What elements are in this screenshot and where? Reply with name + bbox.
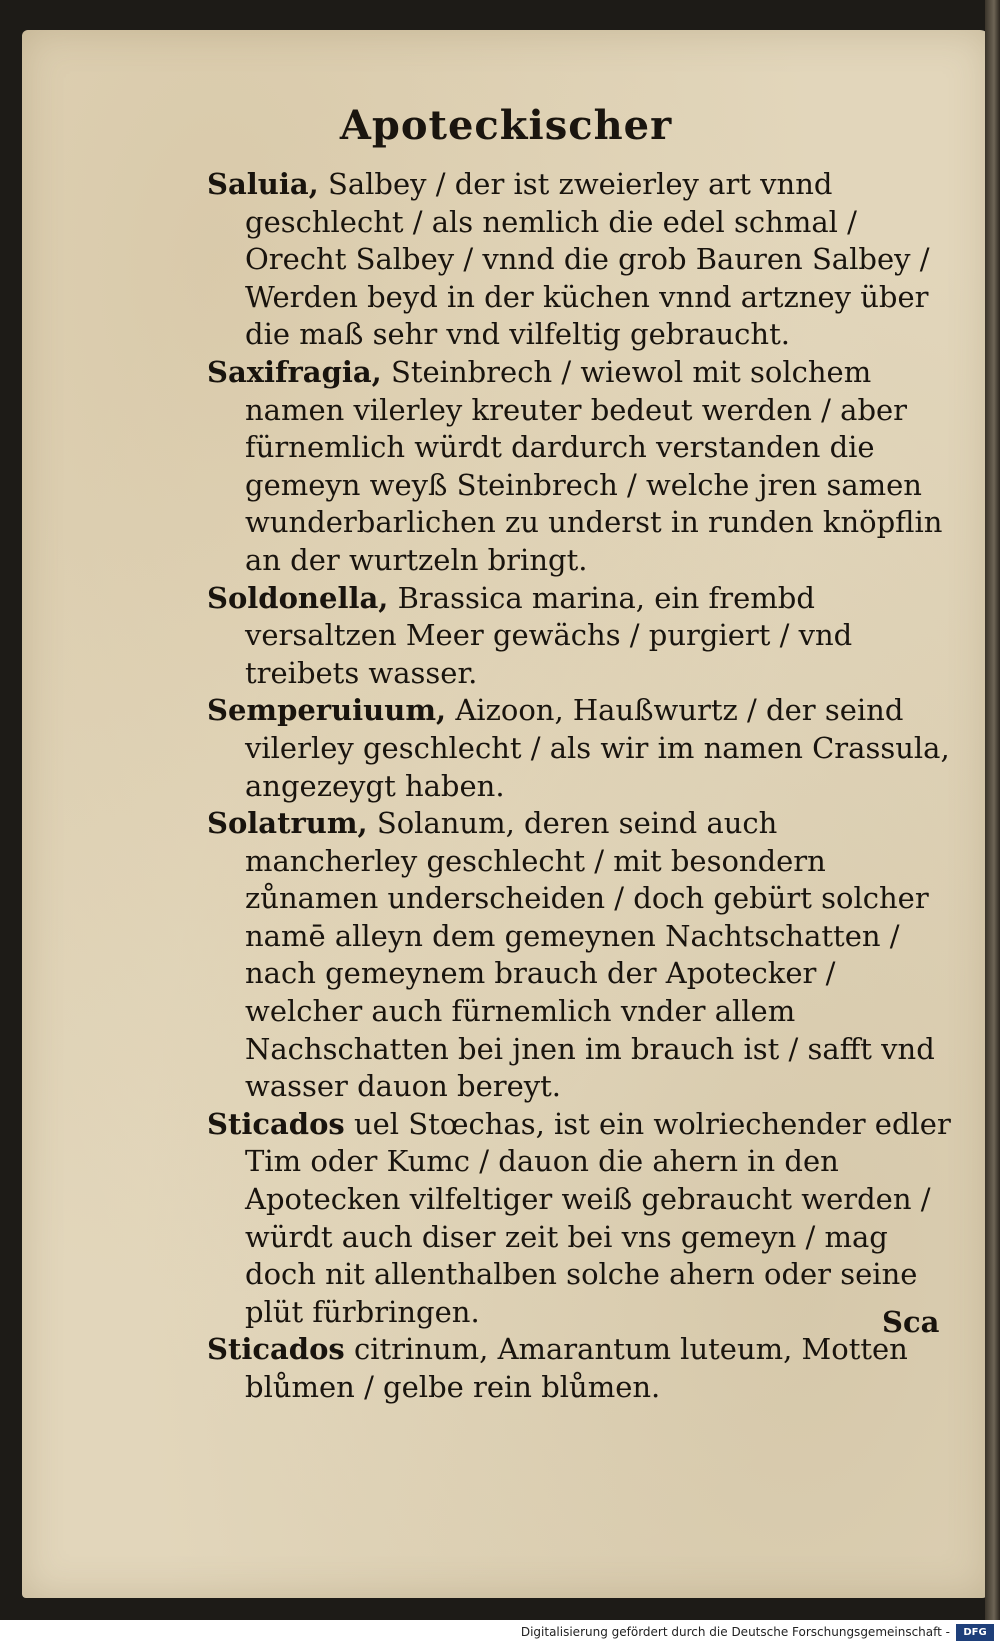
entry-list bbox=[207, 166, 952, 1407]
entry-solatrum bbox=[207, 805, 952, 1106]
catchword: Sca bbox=[882, 1305, 940, 1339]
dfg-logo-icon: DFG bbox=[956, 1624, 994, 1641]
entry-text: uel Stœchas, ist ein wolriechender edler Tim oder Kumc / dauon die ahern in den Apotecken vilfeltiger weiß gebraucht werden / würdt auch diser zeit bei vns gemeyn / mag doch nit allenthalben solche ahern oder seine plüt fürbringen. bbox=[245, 1106, 951, 1329]
entry-text: Steinbrech / wiewol mit solchem namen vilerley kreuter bedeut werden / aber fürnemlich würdt dardurch verstanden die gemeyn weyß Steinbrech / welche jren samen wunderbarlichen zu underst in runden knöpflin an der wurtzeln bringt. bbox=[245, 354, 943, 577]
entry-text: Brassica marina, ein frembd versaltzen Meer gewächs / purgiert / vnd treibets wasser. bbox=[245, 580, 853, 690]
entry-text: Solanum, deren seind auch mancherley geschlecht / mit besondern zůnamen underscheiden / doch gebürt solcher namē alleyn dem gemeynen Nachtschatten / nach gemeynem brauch der Apotecker / welcher auch fürnemlich vnder allem Nachschatten bei jnen im brauch ist / safft vnd wasser dauon bereyt. bbox=[245, 806, 935, 1104]
entry-text: citrinum, Amarantum luteum, Motten blůmen / gelbe rein blůmen. bbox=[245, 1332, 908, 1404]
entry-text: Salbey / der ist zweierley art vnnd geschlecht / als nemlich die edel schmal / Orecht Salbey / vnnd die grob Bauren Salbey / Werden beyd in der küchen vnnd artzney über die maß sehr vnd vilfeltig gebraucht. bbox=[245, 167, 930, 352]
entry-semperuiuum bbox=[207, 692, 952, 805]
entry-lemma: Sticados bbox=[207, 1332, 345, 1367]
funding-credit: Digitalisierung gefördert durch die Deutsche Forschungsgemeinschaft - bbox=[520, 1625, 950, 1639]
entry-lemma: Solatrum, bbox=[207, 806, 368, 841]
book-page bbox=[22, 30, 990, 1598]
entry-lemma: Semperuiuum, bbox=[207, 693, 447, 728]
book-edge bbox=[985, 0, 1000, 1647]
entry-saluia bbox=[207, 166, 952, 354]
entry-sticados bbox=[207, 1106, 952, 1332]
footer-bar bbox=[0, 1620, 1000, 1647]
entry-lemma: Saluia, bbox=[207, 167, 319, 201]
entry-soldonella bbox=[207, 580, 952, 693]
entry-sticados-citrinum bbox=[207, 1331, 952, 1406]
entry-lemma: Saxifragia, bbox=[207, 354, 382, 389]
entry-lemma: Soldonella, bbox=[207, 580, 389, 615]
running-header: Apoteckischer bbox=[339, 102, 673, 149]
entry-text: Aizoon, Haußwurtz / der seind vilerley geschlecht / als wir im namen Crassula, angezeygt haben. bbox=[245, 693, 950, 803]
entry-lemma: Sticados bbox=[207, 1106, 345, 1141]
entry-saxifragia bbox=[207, 354, 952, 580]
